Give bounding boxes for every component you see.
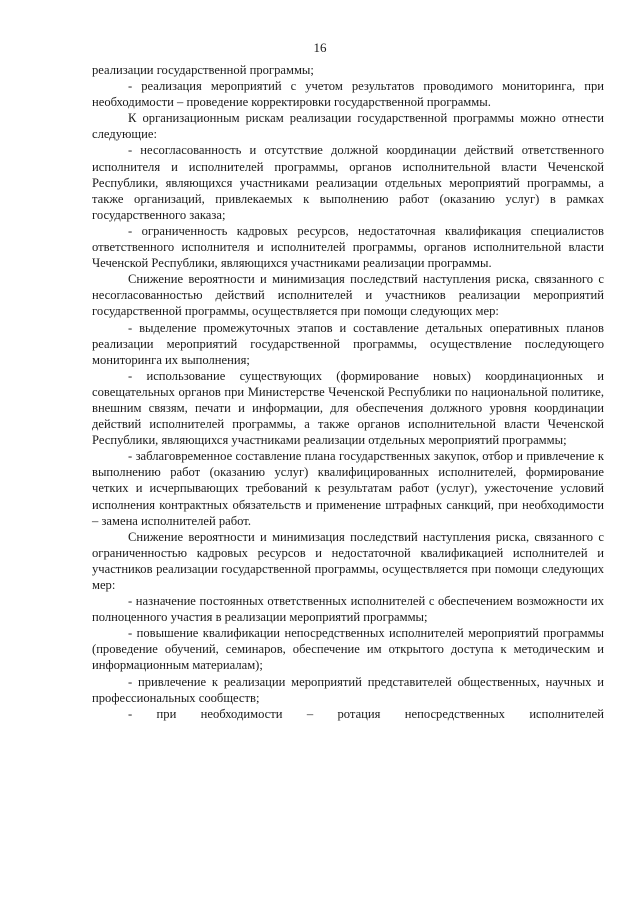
list-item: - ограниченность кадровых ресурсов, недостаточная квалификация специалистов ответственного исполнителя и исполнителей программы, органов исполнительной власти Чеченской Республики, являющихся участниками реализации программы. xyxy=(92,223,604,271)
list-item: - повышение квалификации непосредственных исполнителей мероприятий программы (проведение обучений, семинаров, обеспечение им открытого доступа к методическим и информационным материалам); xyxy=(92,626,604,673)
page-number: 16 xyxy=(313,40,327,55)
paragraph: Снижение вероятности и минимизация последствий наступления риска, связанного с ограниченностью кадровых ресурсов и недостаточной квалификацией исполнителей и участников реализации государственной программы, осуществляется при помощи следующих мер: xyxy=(92,529,604,592)
list-item: - при необходимости – ротация непосредственных исполнителей xyxy=(128,706,604,721)
paragraph: К организационным рискам реализации государственной программы можно отнести следующие: xyxy=(92,111,604,142)
document-body xyxy=(92,62,604,722)
list-item: - заблаговременное составление плана государственных закупок, отбор и привлечение к выполнению работ (оказанию услуг) квалифицированных исполнителей, формирование четких и исчерпывающих требований к результатам работ (услуг), ужесточение условий исполнения контрактных обязательств и применение штрафных санкций, при необходимости – замена исполнителей работ. xyxy=(92,449,604,528)
list-item: - реализация мероприятий с учетом результатов проводимого мониторинга, при необходимости – проведение корректировки государственной программы. xyxy=(92,79,604,110)
list-item: - назначение постоянных ответственных исполнителей с обеспечением возможности их полноценного участия в реализации мероприятий программы; xyxy=(92,594,604,625)
paragraph: реализации государственной программы; xyxy=(92,63,314,77)
list-item: - использование существующих (формирование новых) координационных и совещательных органов при Министерстве Чеченской Республики по национальной политике, внешним связям, печати и информации, для обеспечения должного уровня координации действий исполнителей программы, а также органов исполнительной власти Чеченской Республики, являющихся участниками реализации отдельных мероприятий программы; xyxy=(92,368,604,448)
list-item: - несогласованность и отсутствие должной координации действий ответственного исполнителя и исполнителей программы, органов исполнительной власти Чеченской Республики, являющихся участниками реализации отдельных мероприятий программы, а также организаций, привлекаемых к выполнению работ (оказанию услуг) в рамках государственного заказа; xyxy=(92,143,604,222)
list-item: - привлечение к реализации мероприятий представителей общественных, научных и профессиональных сообществ; xyxy=(92,674,604,705)
paragraph: Снижение вероятности и минимизация последствий наступления риска, связанного с несогласованностью действий исполнителей и участников реализации мероприятий государственной программы, осуществляется при помощи следующих мер: xyxy=(92,272,604,319)
list-item: - выделение промежуточных этапов и составление детальных оперативных планов реализации мероприятий государственной программы, осуществление последующего мониторинга их выполнения; xyxy=(92,320,604,367)
